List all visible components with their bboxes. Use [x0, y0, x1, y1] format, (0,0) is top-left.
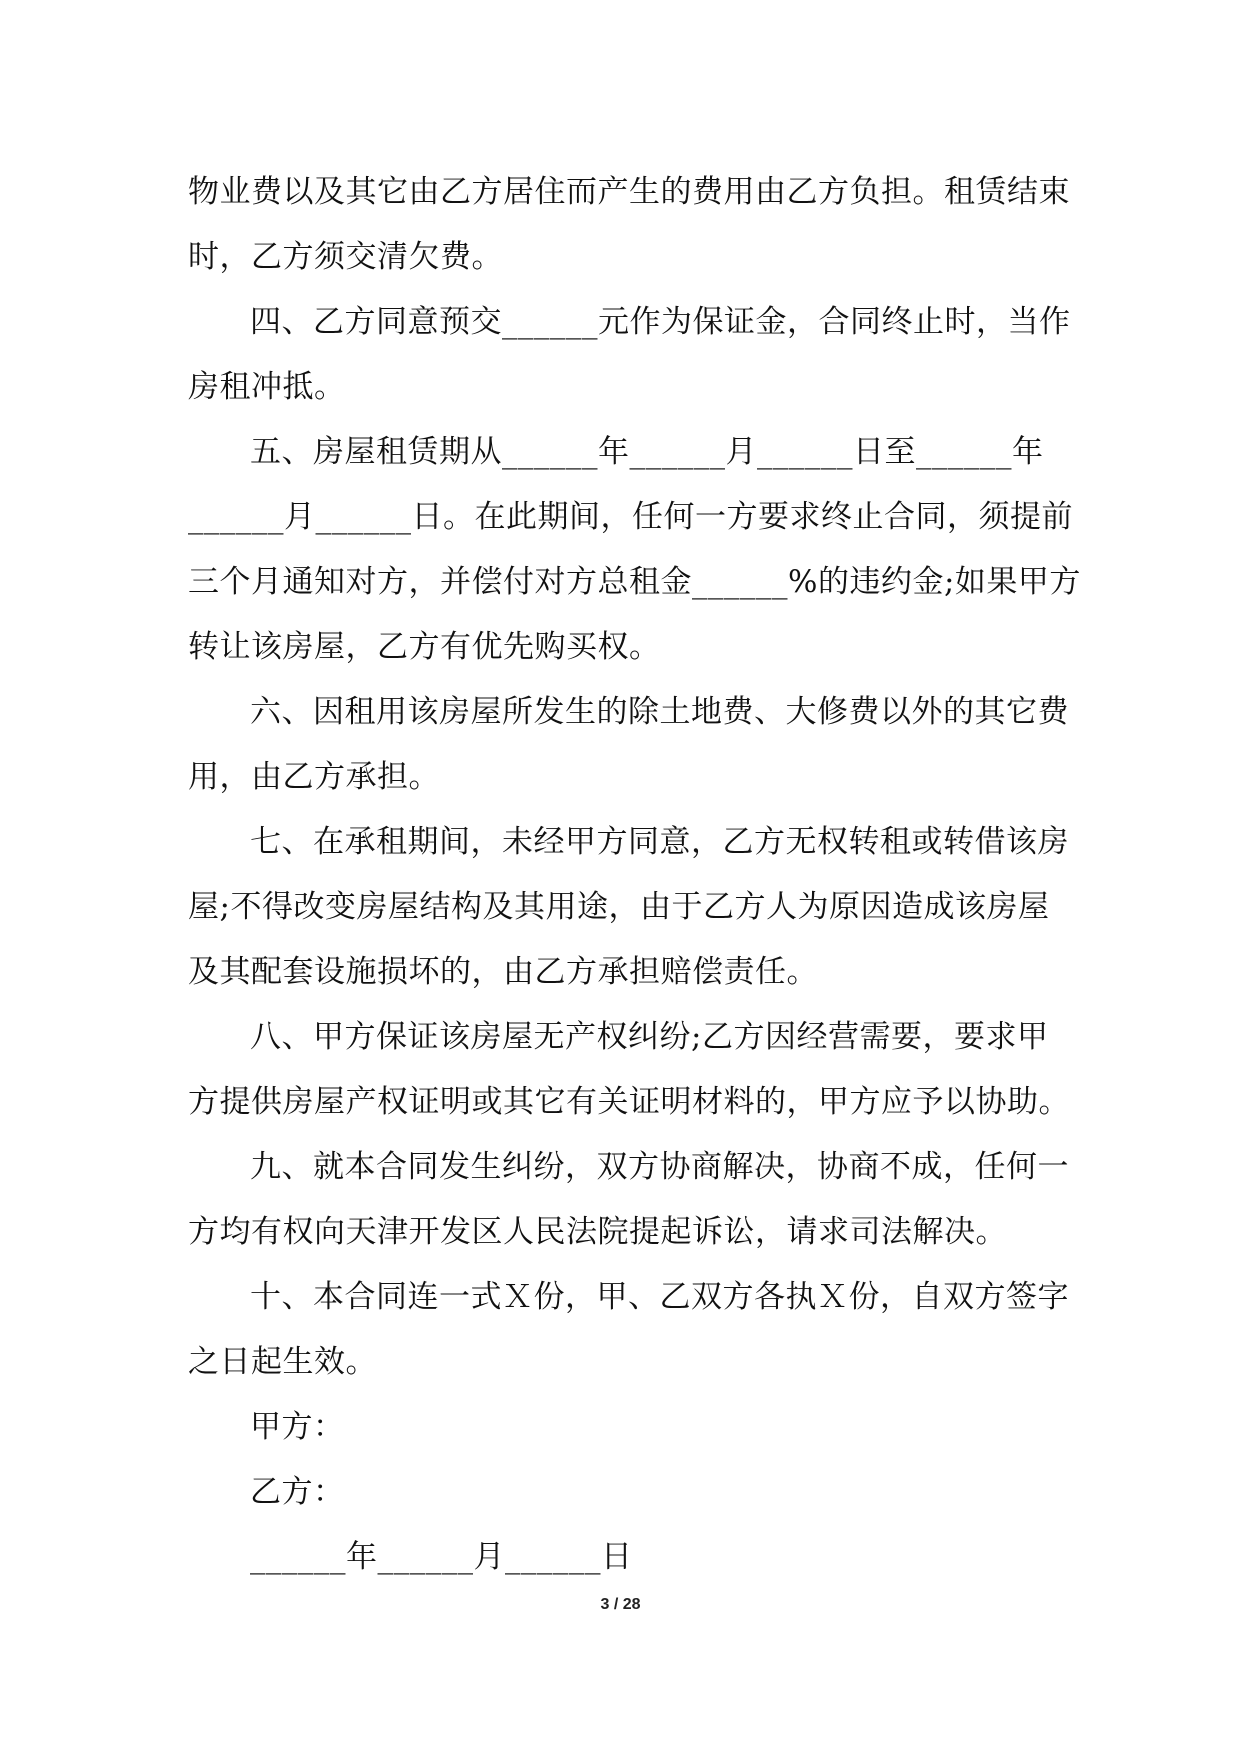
contract-paragraph — [188, 160, 1070, 290]
paragraph-line: ______月______日。在此期间，任何一方要求终止合同，须提前 — [188, 499, 1073, 535]
paragraph-line: 屋;不得改变房屋结构及其用途，由于乙方人为原因造成该房屋 — [188, 889, 1050, 925]
contract-paragraph — [188, 1135, 1069, 1265]
contract-paragraph — [188, 1265, 1069, 1395]
paragraph-line: 八、甲方保证该房屋无产权纠纷;乙方因经营需要，要求甲 — [250, 1019, 1049, 1055]
contract-paragraph — [188, 1005, 1070, 1135]
paragraph-line: 方提供房屋产权证明或其它有关证明材料的，甲方应予以协助。 — [188, 1084, 1070, 1120]
paragraph-line: 乙方： — [250, 1474, 345, 1510]
paragraph-line: 物业费以及其它由乙方居住而产生的费用由乙方负担。租赁结束 — [188, 174, 1070, 210]
document-body — [188, 160, 1081, 1590]
paragraph-line: 十、本合同连一式Ｘ份，甲、乙双方各执Ｘ份，自双方签字 — [250, 1279, 1069, 1315]
paragraph-line: 时，乙方须交清欠费。 — [188, 239, 503, 275]
paragraph-line: 九、就本合同发生纠纷，双方协商解决，协商不成，任何一 — [250, 1149, 1069, 1185]
paragraph-line: 七、在承租期间，未经甲方同意，乙方无权转租或转借该房 — [250, 824, 1069, 860]
paragraph-line: 及其配套设施损坏的，由乙方承担赔偿责任。 — [188, 954, 818, 990]
paragraph-line: 转让该房屋，乙方有优先购买权。 — [188, 629, 661, 665]
paragraph-line: 房租冲抵。 — [188, 369, 346, 405]
paragraph-line: ______年______月______日 — [250, 1539, 633, 1575]
paragraph-line: 甲方： — [250, 1409, 345, 1445]
paragraph-line: 之日起生效。 — [188, 1344, 377, 1380]
contract-paragraph — [188, 1525, 1058, 1590]
contract-paragraph — [188, 680, 1069, 810]
paragraph-line: 三个月通知对方，并偿付对方总租金______%的违约金;如果甲方 — [188, 564, 1081, 600]
contract-paragraph — [188, 810, 1069, 1005]
paragraph-line: 用，由乙方承担。 — [188, 759, 440, 795]
paragraph-line: 方均有权向天津开发区人民法院提起诉讼，请求司法解决。 — [188, 1214, 1007, 1250]
contract-paragraph — [188, 1460, 1058, 1525]
paragraph-line: 四、乙方同意预交______元作为保证金，合同终止时，当作 — [250, 304, 1071, 340]
contract-paragraph — [188, 420, 1081, 680]
contract-paragraph — [188, 1395, 1058, 1460]
contract-paragraph — [188, 290, 1071, 420]
page-number: 3 / 28 — [600, 1596, 641, 1613]
paragraph-line: 五、房屋租赁期从______年______月______日至______年 — [250, 434, 1044, 470]
paragraph-line: 六、因租用该房屋所发生的除土地费、大修费以外的其它费 — [250, 694, 1069, 730]
